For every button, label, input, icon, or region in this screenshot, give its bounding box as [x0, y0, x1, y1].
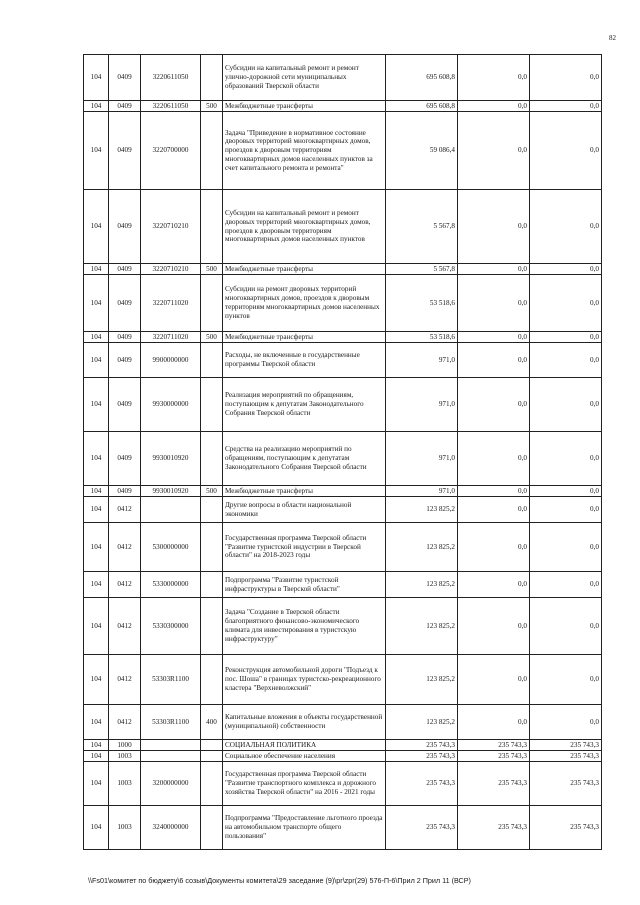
cell-amount-year-3: 0,0 — [530, 598, 602, 655]
cell-amount-year-3: 0,0 — [530, 523, 602, 572]
cell-description: Подпрограмма "Предоставление льготного проезда на автомобильном транспорте общего пользования" — [223, 806, 386, 850]
cell-description: Государственная программа Тверской области "Развитие туристской индустрии в Тверской области" на 2018-2023 годы — [223, 523, 386, 572]
cell-amount-year-2: 235 743,3 — [458, 762, 530, 806]
cell-target-article — [141, 497, 201, 523]
cell-amount-year-2: 235 743,3 — [458, 806, 530, 850]
cell-grbs-code: 104 — [84, 378, 109, 432]
cell-amount-year-3: 235 743,3 — [530, 762, 602, 806]
cell-section-code: 0409 — [109, 486, 141, 497]
cell-amount-year-3: 235 743,3 — [530, 806, 602, 850]
cell-amount-year-2: 0,0 — [458, 598, 530, 655]
cell-grbs-code: 104 — [84, 55, 109, 101]
cell-amount-year-2: 0,0 — [458, 432, 530, 486]
table-row — [84, 705, 602, 740]
cell-amount-year-3: 0,0 — [530, 378, 602, 432]
cell-grbs-code: 104 — [84, 655, 109, 705]
cell-target-article: 53303R1100 — [141, 655, 201, 705]
cell-amount-year-3: 0,0 — [530, 190, 602, 264]
cell-amount-year-2: 0,0 — [458, 343, 530, 378]
cell-grbs-code: 104 — [84, 806, 109, 850]
cell-amount-year-2: 0,0 — [458, 705, 530, 740]
table-row — [84, 343, 602, 378]
cell-section-code: 0412 — [109, 572, 141, 598]
table-row — [84, 598, 602, 655]
cell-amount-year-2: 0,0 — [458, 655, 530, 705]
cell-target-article: 3220611050 — [141, 55, 201, 101]
page-number: 82 — [609, 34, 616, 42]
cell-target-article: 3220611050 — [141, 101, 201, 112]
cell-expense-type — [201, 806, 223, 850]
cell-target-article: 5330000000 — [141, 572, 201, 598]
cell-description: Социальное обеспечение населения — [223, 751, 386, 762]
cell-grbs-code: 104 — [84, 101, 109, 112]
cell-amount-year-2: 0,0 — [458, 112, 530, 190]
cell-amount-year-1: 971,0 — [386, 486, 458, 497]
cell-expense-type: 500 — [201, 332, 223, 343]
cell-expense-type — [201, 378, 223, 432]
table-row — [84, 55, 602, 101]
cell-amount-year-2: 0,0 — [458, 264, 530, 275]
table-row — [84, 190, 602, 264]
cell-target-article: 3220710210 — [141, 264, 201, 275]
cell-description: Средства на реализацию мероприятий по обращениям, поступающим к депутатам Законодательного Собрания Тверской области — [223, 432, 386, 486]
cell-description: Реализация мероприятий по обращениям, поступающим к депутатам Законодательного Собрания Тверской области — [223, 378, 386, 432]
cell-expense-type — [201, 497, 223, 523]
cell-amount-year-1: 123 825,2 — [386, 705, 458, 740]
cell-amount-year-3: 235 743,3 — [530, 751, 602, 762]
cell-grbs-code: 104 — [84, 705, 109, 740]
table-row — [84, 497, 602, 523]
table-row — [84, 378, 602, 432]
cell-section-code: 1003 — [109, 806, 141, 850]
cell-grbs-code: 104 — [84, 486, 109, 497]
cell-grbs-code: 104 — [84, 112, 109, 190]
cell-grbs-code: 104 — [84, 740, 109, 751]
cell-amount-year-3: 0,0 — [530, 264, 602, 275]
cell-amount-year-1: 695 608,8 — [386, 55, 458, 101]
cell-target-article: 9900000000 — [141, 343, 201, 378]
cell-amount-year-1: 53 518,6 — [386, 332, 458, 343]
cell-amount-year-3: 0,0 — [530, 486, 602, 497]
cell-expense-type — [201, 432, 223, 486]
cell-amount-year-2: 0,0 — [458, 572, 530, 598]
cell-grbs-code: 104 — [84, 190, 109, 264]
cell-description: Субсидии на капитальный ремонт и ремонт улично-дорожной сети муниципальных образований Тверской области — [223, 55, 386, 101]
cell-amount-year-2: 235 743,3 — [458, 740, 530, 751]
cell-section-code: 0412 — [109, 705, 141, 740]
cell-section-code: 0409 — [109, 190, 141, 264]
cell-amount-year-1: 971,0 — [386, 343, 458, 378]
cell-grbs-code: 104 — [84, 598, 109, 655]
cell-expense-type — [201, 751, 223, 762]
cell-amount-year-1: 235 743,3 — [386, 762, 458, 806]
cell-target-article: 3240000000 — [141, 806, 201, 850]
cell-target-article: 53303R1100 — [141, 705, 201, 740]
table-row — [84, 486, 602, 497]
cell-amount-year-1: 123 825,2 — [386, 497, 458, 523]
cell-description: Межбюджетные трансферты — [223, 264, 386, 275]
table-row — [84, 432, 602, 486]
cell-section-code: 0409 — [109, 432, 141, 486]
cell-description: Задача "Создание в Тверской области благоприятного финансово-экономического климата для инвестирования в туристскую инфраструктуру" — [223, 598, 386, 655]
cell-section-code: 0409 — [109, 55, 141, 101]
cell-section-code: 0409 — [109, 264, 141, 275]
cell-expense-type — [201, 655, 223, 705]
cell-target-article: 9930000000 — [141, 378, 201, 432]
cell-expense-type: 500 — [201, 264, 223, 275]
cell-expense-type — [201, 572, 223, 598]
cell-description: Межбюджетные трансферты — [223, 332, 386, 343]
table-row — [84, 572, 602, 598]
cell-amount-year-1: 59 086,4 — [386, 112, 458, 190]
table-row — [84, 523, 602, 572]
cell-grbs-code: 104 — [84, 275, 109, 332]
table-row — [84, 762, 602, 806]
cell-grbs-code: 104 — [84, 572, 109, 598]
cell-target-article: 5330300000 — [141, 598, 201, 655]
table-row — [84, 806, 602, 850]
table-row — [84, 264, 602, 275]
cell-amount-year-1: 971,0 — [386, 378, 458, 432]
cell-expense-type — [201, 275, 223, 332]
table-row — [84, 112, 602, 190]
cell-amount-year-1: 5 567,8 — [386, 190, 458, 264]
cell-amount-year-1: 123 825,2 — [386, 655, 458, 705]
cell-expense-type — [201, 190, 223, 264]
cell-amount-year-2: 0,0 — [458, 190, 530, 264]
footer-file-path: \\Fs01\комитет по бюджету\6 созыв\Документы комитета\29 заседание (9)\pr\zpr(29) 576-П-6\Прил 2 Прил 11 (ВСР) — [88, 876, 471, 885]
cell-amount-year-2: 0,0 — [458, 332, 530, 343]
cell-description: СОЦИАЛЬНАЯ ПОЛИТИКА — [223, 740, 386, 751]
table-row — [84, 101, 602, 112]
cell-section-code: 0409 — [109, 378, 141, 432]
cell-grbs-code: 104 — [84, 762, 109, 806]
table-row — [84, 740, 602, 751]
cell-expense-type — [201, 762, 223, 806]
cell-section-code: 0409 — [109, 275, 141, 332]
cell-section-code: 1000 — [109, 740, 141, 751]
cell-section-code: 0412 — [109, 598, 141, 655]
cell-amount-year-3: 235 743,3 — [530, 740, 602, 751]
cell-target-article: 3220700000 — [141, 112, 201, 190]
cell-amount-year-3: 0,0 — [530, 705, 602, 740]
cell-amount-year-1: 123 825,2 — [386, 572, 458, 598]
cell-target-article: 5300000000 — [141, 523, 201, 572]
cell-amount-year-2: 0,0 — [458, 275, 530, 332]
cell-target-article — [141, 740, 201, 751]
cell-amount-year-1: 235 743,3 — [386, 806, 458, 850]
cell-description: Субсидии на ремонт дворовых территорий многоквартирных домов, проездов к дворовым территориям многоквартирных домов населенных пунктов — [223, 275, 386, 332]
cell-section-code: 0409 — [109, 343, 141, 378]
cell-amount-year-3: 0,0 — [530, 343, 602, 378]
cell-description: Государственная программа Тверской области "Развитие транспортного комплекса и дорожного хозяйства Тверской области" на 2016 - 2021 годы — [223, 762, 386, 806]
cell-grbs-code: 104 — [84, 523, 109, 572]
cell-amount-year-3: 0,0 — [530, 432, 602, 486]
cell-amount-year-3: 0,0 — [530, 112, 602, 190]
cell-grbs-code: 104 — [84, 497, 109, 523]
cell-amount-year-1: 695 608,8 — [386, 101, 458, 112]
table-row — [84, 655, 602, 705]
cell-description: Капитальные вложения в объекты государственной (муниципальной) собственности — [223, 705, 386, 740]
cell-description: Расходы, не включенные в государственные программы Тверской области — [223, 343, 386, 378]
budget-table — [83, 54, 602, 850]
cell-grbs-code: 104 — [84, 751, 109, 762]
cell-expense-type — [201, 55, 223, 101]
cell-amount-year-3: 0,0 — [530, 101, 602, 112]
cell-description: Задача "Приведение в нормативное состояние дворовых территорий многоквартирных домов, проездов к дворовым территориям многоквартирных домов населенных пунктов за счет капитального ремонта и ремонта" — [223, 112, 386, 190]
cell-section-code: 0409 — [109, 332, 141, 343]
cell-amount-year-1: 123 825,2 — [386, 598, 458, 655]
cell-amount-year-2: 0,0 — [458, 497, 530, 523]
cell-amount-year-2: 0,0 — [458, 55, 530, 101]
cell-target-article: 9930010920 — [141, 432, 201, 486]
cell-description: Субсидии на капитальный ремонт и ремонт дворовых территорий многоквартирных домов, проездов к дворовым территориям многоквартирных домов населенных пунктов — [223, 190, 386, 264]
cell-expense-type: 500 — [201, 101, 223, 112]
cell-expense-type — [201, 740, 223, 751]
cell-description: Межбюджетные трансферты — [223, 101, 386, 112]
cell-section-code: 0412 — [109, 497, 141, 523]
table-row — [84, 751, 602, 762]
cell-amount-year-2: 0,0 — [458, 523, 530, 572]
cell-amount-year-2: 0,0 — [458, 486, 530, 497]
cell-description: Межбюджетные трансферты — [223, 486, 386, 497]
cell-amount-year-1: 123 825,2 — [386, 523, 458, 572]
cell-expense-type — [201, 598, 223, 655]
cell-amount-year-3: 0,0 — [530, 55, 602, 101]
cell-description: Реконструкция автомобильной дороги "Подъезд к пос. Шоша" в границах туристско-рекреационного кластера "Верхневолжский" — [223, 655, 386, 705]
cell-target-article: 9930010920 — [141, 486, 201, 497]
cell-grbs-code: 104 — [84, 432, 109, 486]
cell-section-code: 0409 — [109, 112, 141, 190]
cell-amount-year-2: 0,0 — [458, 101, 530, 112]
cell-amount-year-1: 5 567,8 — [386, 264, 458, 275]
cell-expense-type: 500 — [201, 486, 223, 497]
cell-target-article — [141, 751, 201, 762]
cell-grbs-code: 104 — [84, 332, 109, 343]
cell-target-article: 3200000000 — [141, 762, 201, 806]
cell-amount-year-1: 971,0 — [386, 432, 458, 486]
cell-amount-year-1: 235 743,3 — [386, 751, 458, 762]
cell-amount-year-1: 53 518,6 — [386, 275, 458, 332]
cell-expense-type — [201, 112, 223, 190]
cell-amount-year-1: 235 743,3 — [386, 740, 458, 751]
cell-section-code: 1003 — [109, 751, 141, 762]
table-row — [84, 332, 602, 343]
cell-expense-type — [201, 343, 223, 378]
cell-expense-type: 400 — [201, 705, 223, 740]
cell-section-code: 0412 — [109, 655, 141, 705]
cell-amount-year-3: 0,0 — [530, 332, 602, 343]
cell-description: Подпрограмма "Развитие туристской инфраструктуры в Тверской области" — [223, 572, 386, 598]
cell-section-code: 0409 — [109, 101, 141, 112]
cell-target-article: 3220711020 — [141, 332, 201, 343]
cell-description: Другие вопросы в области национальной экономики — [223, 497, 386, 523]
cell-amount-year-2: 235 743,3 — [458, 751, 530, 762]
cell-target-article: 3220710210 — [141, 190, 201, 264]
cell-expense-type — [201, 523, 223, 572]
table-row — [84, 275, 602, 332]
cell-amount-year-3: 0,0 — [530, 655, 602, 705]
cell-section-code: 1003 — [109, 762, 141, 806]
cell-amount-year-3: 0,0 — [530, 275, 602, 332]
cell-amount-year-2: 0,0 — [458, 378, 530, 432]
cell-grbs-code: 104 — [84, 264, 109, 275]
cell-section-code: 0412 — [109, 523, 141, 572]
cell-amount-year-3: 0,0 — [530, 572, 602, 598]
cell-amount-year-3: 0,0 — [530, 497, 602, 523]
cell-grbs-code: 104 — [84, 343, 109, 378]
cell-target-article: 3220711020 — [141, 275, 201, 332]
